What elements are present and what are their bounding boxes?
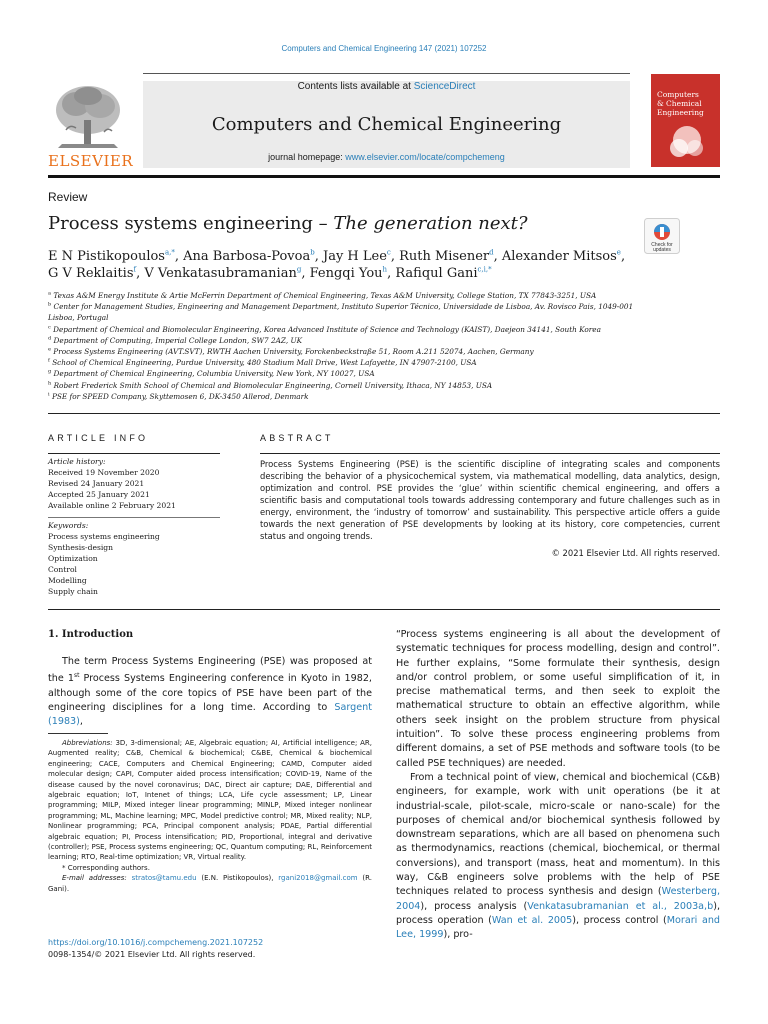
affiliation-key: g	[48, 369, 52, 375]
author-name[interactable]: Rafiqul Gani	[395, 266, 478, 281]
reference-link[interactable]: Venkatasubramanian et al., 2003a,b	[527, 900, 714, 912]
affiliations-divider	[48, 413, 720, 414]
journal-homepage	[143, 152, 630, 162]
superscript: st	[73, 672, 80, 680]
history-item: Received 19 November 2020	[48, 468, 160, 477]
author-separator: ,	[493, 249, 502, 264]
article-type: Review	[48, 190, 88, 204]
journal-header-box	[143, 81, 630, 168]
affiliation-key: e	[48, 346, 51, 353]
article-history	[48, 456, 228, 511]
article-title-main: Process systems engineering –	[48, 213, 334, 234]
article-title-italic: The generation next?	[333, 213, 528, 234]
keyword: Supply chain	[48, 587, 98, 596]
homepage-prefix: journal homepage:	[268, 152, 346, 162]
body-paragraph	[396, 771, 720, 943]
affiliation	[48, 301, 638, 323]
affiliation	[48, 346, 638, 357]
journal-cover-thumbnail	[651, 74, 720, 167]
author-affiliation-marker[interactable]: f	[133, 265, 137, 274]
email-label: E-mail addresses:	[62, 874, 127, 883]
email-link[interactable]: rgani2018@gmail.com	[278, 874, 358, 883]
homepage-link[interactable]: www.elsevier.com/locate/compchemeng	[345, 152, 505, 162]
affiliation-text: Department of Chemical Engineering, Columbia University, New York, NY 10027, USA	[53, 369, 375, 379]
cover-title	[657, 90, 717, 117]
issn-line: 0098-1354/© 2021 Elsevier Ltd. All rights reserved.	[48, 950, 256, 959]
author-affiliation-marker[interactable]: g	[296, 265, 302, 274]
affiliation	[48, 357, 638, 368]
contents-prefix: Contents lists available at	[297, 81, 414, 92]
author-name[interactable]: Fengqi You	[309, 266, 383, 281]
affiliation	[48, 391, 638, 402]
author-affiliation-marker[interactable]: b	[310, 248, 315, 257]
author-name[interactable]: E N Pistikopoulos	[48, 249, 165, 264]
author-separator: ,	[136, 266, 145, 281]
keyword: Control	[48, 565, 77, 574]
text-run: ,	[79, 716, 83, 728]
affiliation-key: h	[48, 380, 52, 387]
cover-title-line: & Chemical	[657, 99, 702, 108]
cover-title-line: Computers	[657, 90, 699, 99]
author-affiliation-marker[interactable]: e	[616, 248, 621, 257]
reference-link[interactable]: Sargent (1983)	[48, 702, 372, 728]
author-name[interactable]: Ana Barbosa-Povoa	[183, 249, 311, 264]
keywords	[48, 520, 228, 597]
footnote-rule	[48, 733, 108, 734]
check-for-updates-badge[interactable]	[644, 218, 680, 254]
author-separator: ,	[301, 266, 310, 281]
affiliation	[48, 380, 638, 391]
author-separator: ,	[387, 266, 396, 281]
affiliation	[48, 290, 638, 301]
cover-illustration	[665, 122, 709, 162]
affiliation-text: Center for Management Studies, Engineering and Management Department, Instituto Superior Técnico, Universidade de Lisboa, Av. Rovisco Pais, 1049-001 Lisboa, Portugal	[48, 302, 634, 323]
abstract-text: Process Systems Engineering (PSE) is the scientific discipline of integrating scales and components describing the behavior of a physicochemical system, via mathematical modelling, data analytics, design, optimization and control. PSE provides the ‘glue’ within scientific chemical engineering, and offers a scientific basis and computational tools towards addressing contemporary and future challenges such as in energy, environment, the ‘industry of tomorrow’ and sustainability. This perspective article offers a guide towards the next generation of PSE developments by looking at its history, core competencies, current status and ongoing trends.	[260, 459, 720, 541]
body-divider	[48, 609, 720, 610]
cover-title-line: Engineering	[657, 108, 704, 117]
text-run: ), process operation (	[396, 900, 720, 926]
reference-link[interactable]: Morari and Lee, 1999	[396, 914, 720, 941]
text-run: The term Process Systems Engineering (PSE) was proposed at the 1	[48, 656, 372, 685]
author-name[interactable]: G V Reklaitis	[48, 266, 134, 281]
text-run: Process Systems Engineering conference in Kyoto in 1982, although some of the core topics of PSE have been part of the engineering disciplines for a long time. According to	[48, 673, 372, 714]
affiliation-text: Texas A&M Energy Institute & Artie McFerrin Department of Chemical Engineering, Texas A&M University, College Station, TX 77843-3251, USA	[53, 291, 597, 300]
author-name[interactable]: V Venkatasubramanian	[144, 266, 297, 281]
doi-link[interactable]: https://doi.org/10.1016/j.compchemeng.2021.107252	[48, 938, 264, 947]
affiliation-text: Department of Chemical and Biomolecular Engineering, Korea Advanced Institute of Science and Technology (KAIST), Daejeon 34141, South Korea	[53, 324, 601, 334]
keywords-label: Keywords:	[48, 521, 89, 530]
affiliation-text: School of Chemical Engineering, Purdue University, 480 Stadium Mall Drive, West Lafayette, IN 47907-2100, USA	[52, 358, 477, 368]
author-separator: ,	[390, 249, 400, 264]
text-run: ), process control (	[572, 914, 667, 926]
text-run: ), process analysis (	[420, 900, 528, 912]
section-heading-introduction: 1. Introduction	[48, 629, 134, 640]
keywords-rule	[48, 517, 220, 518]
history-label: Article history:	[48, 457, 106, 466]
corresponding-footnote: * Corresponding authors.	[62, 863, 150, 872]
email-owner: (E.N. Pistikopoulos),	[196, 874, 279, 883]
article-info-rule	[48, 453, 220, 454]
abbreviations-text: 3D, 3-dimensional; AE, Algebraic equation; AI, Artificial intelligence; AR, Augmented reality; C&B, Chemical & biochemical; C&BE, Chemical & biochemical engineering; CACE, Computers and Chemical Engineering; CAMD, Computer aided molecular design; CAPI, Computer aided process intensification; COVID-19, Name of the disease caused by the novel coronavirus; DAC, Direct air capture; DAE, Differential and algebraic equation; IoT, Intenet of things; LCA, Life cycle assessment; LP, Linear programming; MILP, Mixed integer linear programming; MINLP, Mixed integer nonlinear programming; ML, Machine learning; MPC, Model predictive control; MR, Mixed reality; NLP, Nonlinear programming; PCA, Principal component analysis; PDAE, Partial differential algebraic equation; PI, Process intensification; PID, Proportional, integral and derivative (controller); PSE, Process systems engineering; QC, Quantum computing; RL, Reinforcement learning; RTO, Real-time optimization; VR, Virtual reality.	[48, 739, 372, 862]
header-top-rule	[143, 73, 630, 74]
affiliation-key: i	[48, 391, 50, 398]
affiliation-key: f	[48, 357, 50, 364]
reference-link[interactable]: Westerberg, 2004	[396, 886, 720, 912]
text-run: ), pro-	[443, 929, 473, 941]
keyword: Optimization	[48, 554, 98, 563]
abbreviations-label: Abbreviations:	[62, 739, 113, 747]
affiliations	[48, 290, 638, 402]
affiliation-key: b	[48, 301, 52, 308]
affiliation-key: a	[48, 290, 51, 297]
text-run: From a technical point of view, chemical and biochemical (C&B) engineers, for example, work with unit operations (be it at industrial-scale, pilot-scale, micro-scale or nano-scale) for the purposes of chemical and/or biochemical synthesis followed by downstream separations, which are all based on phenomena such as thermodynamics, reactions (chemical, biochemical, or thermal conversions), and transport (mass, heat and momentum). In this way, C&B engineers solve problems with the help of PSE techniques related to process synthesis and design (	[396, 771, 720, 898]
affiliation-key: c	[48, 324, 51, 331]
affiliation-text: Department of Computing, Imperial College London, SW7 2AZ, UK	[53, 335, 303, 345]
history-item: Available online 2 February 2021	[48, 501, 176, 510]
affiliation	[48, 335, 638, 346]
body-paragraph	[48, 655, 372, 730]
reference-link[interactable]: Wan et al. 2005	[491, 914, 573, 926]
affiliation-text: Robert Frederick Smith School of Chemical and Biomolecular Engineering, Cornell University, Ithaca, NY 14853, USA	[53, 380, 493, 390]
article-info-heading: ARTICLE INFO	[48, 433, 149, 443]
author-affiliation-marker[interactable]: c,i,*	[477, 265, 492, 274]
header-thick-rule	[48, 175, 720, 178]
author-list	[48, 248, 628, 282]
elsevier-wordmark: ELSEVIER	[48, 152, 134, 170]
abstract-copyright: © 2021 Elsevier Ltd. All rights reserved.	[551, 548, 720, 558]
body-paragraph: “Process systems engineering is all about the development of systematic techniques for process modelling, design and control”. He further explains, “Some formulate their synthesis, design and/or control problem, or some useful simplification of it, in precise mathematical terms, and then seek to exploit the mathematical structure to obtain an effective algorithm, while others seek insight on the problem structure from physical intuition”. To solve these process engineering problems from different domains, a set of PSE methods and software tools (to be called PSE techniques) are needed.	[396, 629, 720, 769]
affiliation	[48, 324, 638, 335]
footnotes	[48, 738, 372, 894]
abbreviations-footnote	[48, 738, 372, 863]
affiliation	[48, 368, 638, 379]
author-affiliation-marker[interactable]: c	[386, 248, 391, 257]
journal-citation-link[interactable]: Computers and Chemical Engineering 147 (2021) 107252	[281, 44, 487, 53]
affiliation-text: PSE for SPEED Company, Skyttemosen 6, DK-3450 Allerod, Denmark	[51, 391, 309, 401]
author-affiliation-marker[interactable]: d	[489, 248, 494, 257]
abstract-rule	[260, 453, 720, 454]
author-separator: ,	[314, 249, 323, 264]
journal-name: Computers and Chemical Engineering	[211, 114, 562, 135]
author-affiliation-marker[interactable]: h	[382, 265, 388, 274]
author-affiliation-marker[interactable]: a,*	[164, 248, 175, 257]
keyword: Modelling	[48, 576, 87, 585]
author-separator: ,	[174, 249, 184, 264]
author-separator: ,	[620, 249, 626, 264]
right-column	[396, 628, 720, 943]
email-footnote	[48, 873, 372, 894]
check-for-updates-line-1: Check for	[651, 242, 673, 248]
article-title	[48, 213, 528, 234]
history-item: Accepted 25 January 2021	[48, 490, 150, 499]
email-owner: (R. Gani).	[48, 874, 372, 893]
keyword: Process systems engineering	[48, 532, 160, 541]
history-item: Revised 24 January 2021	[48, 479, 145, 488]
contents-line	[143, 81, 630, 92]
sciencedirect-link[interactable]: ScienceDirect	[413, 81, 476, 92]
email-link[interactable]: stratos@tamu.edu	[131, 874, 197, 883]
affiliation-text: Process Systems Engineering (AVT.SVT), RWTH Aachen University, Forckenbeckstraße 51, Room A.211 52074, Aachen, Germany	[53, 347, 534, 357]
keyword: Synthesis-design	[48, 543, 114, 552]
abstract-heading: ABSTRACT	[260, 433, 334, 443]
check-for-updates-line-2: updates	[653, 247, 671, 253]
affiliation-key: d	[48, 335, 52, 342]
author-name[interactable]: Ruth Misener	[399, 249, 490, 264]
author-name[interactable]: Alexander Mitsos	[501, 249, 617, 264]
author-name[interactable]: Jay H Lee	[322, 249, 387, 264]
